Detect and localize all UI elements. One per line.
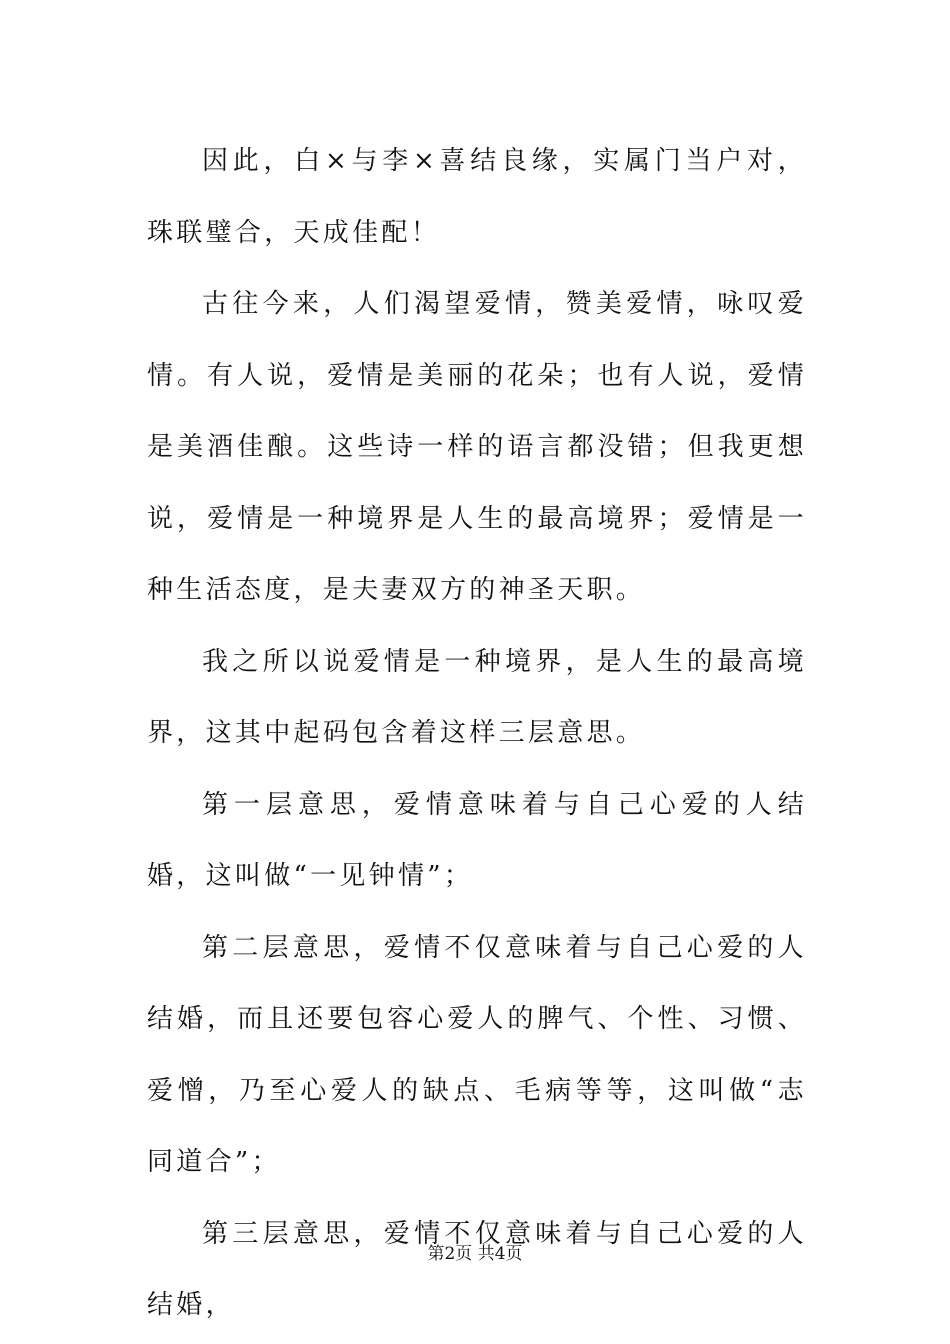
paragraph-first-meaning: 第一层意思，爱情意味着与自己心爱的人结婚，这叫做“一见钟情”； [147, 789, 807, 891]
page-number-footer: 第2页 共4页 [427, 1244, 523, 1264]
paragraph-second-meaning: 第二层意思，爱情不仅意味着与自己心爱的人结婚，而且还要包容心爱人的脾气、个性、习惯、爱憎，乃至心爱人的缺点、毛病等等，这叫做“志同道合”； [147, 932, 807, 1177]
paragraph-love-intro: 古往今来，人们渴望爱情，赞美爱情，咏叹爱情。有人说，爱情是美丽的花朵；也有人说，爱情是美酒佳酿。这些诗一样的语言都没错；但我更想说，爱情是一种境界是人生的最高境界；爱情是一种生活态度，是夫妻双方的神圣天职。 [147, 289, 807, 605]
document-body [147, 126, 807, 1342]
paragraph-third-meaning: 第三层意思，爱情不仅意味着与自己心爱的人结婚， [147, 1218, 807, 1320]
paragraph-conclusion: 因此，白×与李×喜结良缘，实属门当户对，珠联璧合，天成佳配！ [147, 146, 807, 248]
paragraph-three-meanings: 我之所以说爱情是一种境界，是人生的最高境界，这其中起码包含着这样三层意思。 [147, 646, 807, 748]
